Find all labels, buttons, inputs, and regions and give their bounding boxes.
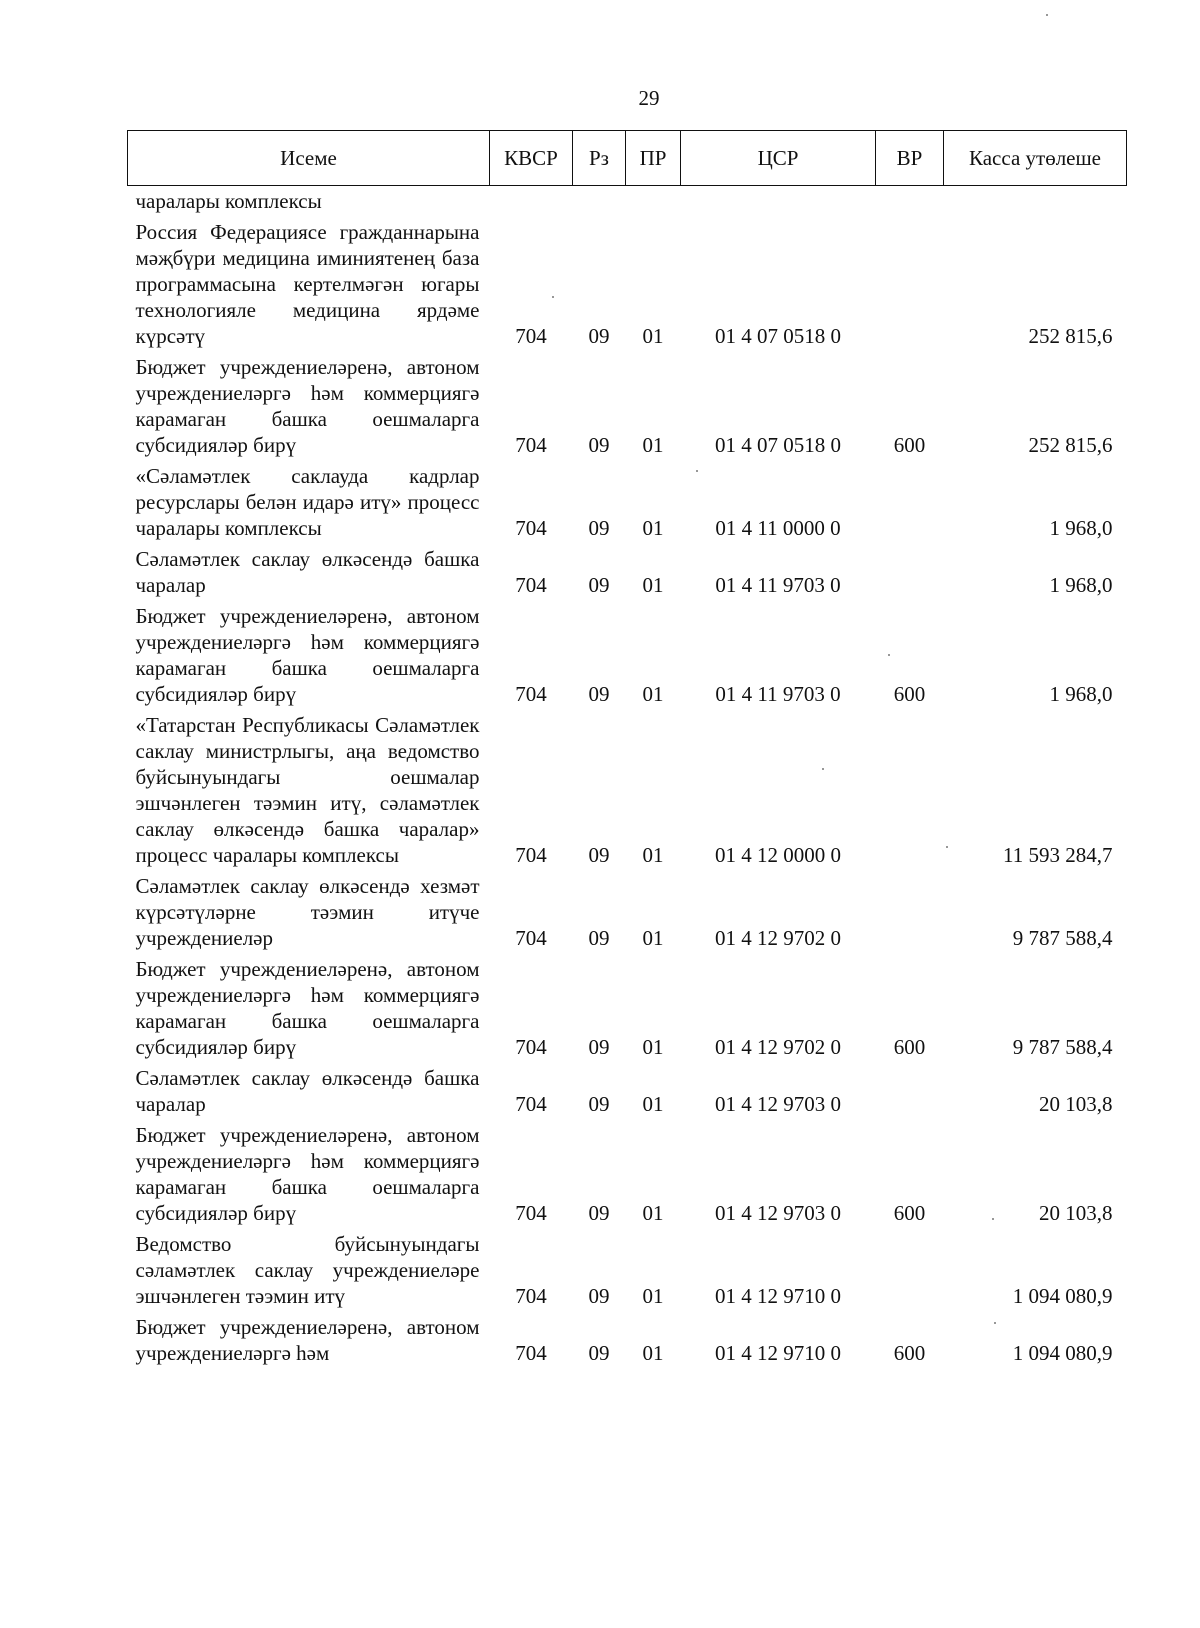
table-row bbox=[128, 871, 1127, 954]
row-kvsr: 704 bbox=[515, 843, 547, 867]
row-rz: 09 bbox=[588, 1341, 610, 1365]
row-cash-payment: 20 103,8 bbox=[1039, 1201, 1113, 1225]
row-kvsr: 704 bbox=[515, 1092, 547, 1116]
row-csr: 01 4 11 0000 0 bbox=[715, 516, 841, 540]
row-csr: 01 4 12 9703 0 bbox=[715, 1201, 841, 1225]
scan-speck bbox=[822, 768, 824, 770]
row-pr: 01 bbox=[642, 1201, 664, 1225]
row-vr bbox=[876, 1229, 944, 1312]
row-name: чаралары комплексы bbox=[135, 189, 322, 213]
row-rz: 09 bbox=[588, 573, 610, 597]
row-vr bbox=[876, 1063, 944, 1120]
table-row bbox=[128, 352, 1127, 461]
row-rz: 09 bbox=[588, 1284, 610, 1308]
row-rz: 09 bbox=[588, 682, 610, 706]
row-vr bbox=[876, 461, 944, 544]
row-pr: 01 bbox=[642, 843, 664, 867]
row-vr: 600 bbox=[893, 682, 926, 706]
row-rz bbox=[573, 186, 626, 218]
row-csr: 01 4 12 9702 0 bbox=[715, 1035, 841, 1059]
row-cash-payment: 1 094 080,9 bbox=[1012, 1284, 1113, 1308]
table-row bbox=[128, 1120, 1127, 1229]
budget-table bbox=[127, 130, 1127, 1369]
header-kvsr: КВСР bbox=[490, 131, 573, 186]
row-vr: 600 bbox=[893, 1341, 926, 1365]
row-cash-payment: 252 815,6 bbox=[1028, 433, 1113, 457]
row-kvsr: 704 bbox=[515, 516, 547, 540]
row-pr: 01 bbox=[642, 682, 664, 706]
row-pr: 01 bbox=[642, 1035, 664, 1059]
scan-speck bbox=[552, 296, 554, 298]
row-csr: 01 4 12 0000 0 bbox=[715, 843, 841, 867]
row-kvsr: 704 bbox=[515, 1201, 547, 1225]
row-vr: 600 bbox=[893, 433, 926, 457]
header-csr: ЦСР bbox=[681, 131, 876, 186]
table-header bbox=[128, 131, 1127, 186]
row-name: Бюджет учреждениеләренә, автоном учреждениеләргә һәм коммерциягә карамаган башка оешмаларга субсидияләр бирү bbox=[135, 604, 480, 706]
row-csr: 01 4 12 9710 0 bbox=[715, 1341, 841, 1365]
row-vr bbox=[876, 871, 944, 954]
table-body bbox=[128, 186, 1127, 1370]
row-pr: 01 bbox=[642, 324, 664, 348]
row-name: «Сәламәтлек саклауда кадрлар ресурслары белән идарә итү» процесс чаралары комплексы bbox=[135, 464, 480, 540]
table-row bbox=[128, 461, 1127, 544]
table-row bbox=[128, 601, 1127, 710]
row-name: Сәламәтлек саклау өлкәсендә башка чаралар bbox=[135, 547, 480, 597]
row-kvsr: 704 bbox=[515, 433, 547, 457]
row-kvsr: 704 bbox=[515, 324, 547, 348]
header-name: Исеме bbox=[128, 131, 490, 186]
row-cash-payment: 9 787 588,4 bbox=[1012, 1035, 1113, 1059]
table-row bbox=[128, 217, 1127, 352]
row-csr bbox=[681, 186, 876, 218]
row-kvsr: 704 bbox=[515, 1284, 547, 1308]
row-rz: 09 bbox=[588, 843, 610, 867]
row-name: Сәламәтлек саклау өлкәсендә хезмәт күрсәтүләрне тәэмин итүче учреждениеләр bbox=[135, 874, 480, 950]
row-pr: 01 bbox=[642, 1284, 664, 1308]
table-row bbox=[128, 1229, 1127, 1312]
row-pr: 01 bbox=[642, 926, 664, 950]
row-kvsr: 704 bbox=[515, 1341, 547, 1365]
row-rz: 09 bbox=[588, 1092, 610, 1116]
header-cash-payment: Касса утөлеше bbox=[944, 131, 1127, 186]
table-row bbox=[128, 954, 1127, 1063]
row-kvsr: 704 bbox=[515, 1035, 547, 1059]
row-kvsr: 704 bbox=[515, 682, 547, 706]
row-cash-payment: 11 593 284,7 bbox=[1003, 843, 1113, 867]
row-cash-payment: 20 103,8 bbox=[1039, 1092, 1113, 1116]
header-vr: ВР bbox=[876, 131, 944, 186]
row-pr: 01 bbox=[642, 433, 664, 457]
row-csr: 01 4 12 9702 0 bbox=[715, 926, 841, 950]
row-name: Россия Федерациясе гражданнарына мәҗбүри медицина иминиятенең база программасына кертелмәгән югары технологияле медицина ярдәме күрсәтү bbox=[135, 220, 480, 348]
row-csr: 01 4 07 0518 0 bbox=[715, 324, 841, 348]
row-csr: 01 4 12 9703 0 bbox=[715, 1092, 841, 1116]
row-csr: 01 4 07 0518 0 bbox=[715, 433, 841, 457]
row-kvsr: 704 bbox=[515, 926, 547, 950]
row-rz: 09 bbox=[588, 324, 610, 348]
page-number: 29 bbox=[638, 86, 660, 110]
table-row bbox=[128, 710, 1127, 871]
row-vr bbox=[876, 710, 944, 871]
row-cash-payment: 1 968,0 bbox=[1049, 682, 1113, 706]
scan-speck bbox=[888, 654, 890, 656]
row-name: Бюджет учреждениеләренә, автоном учреждениеләргә һәм bbox=[135, 1315, 480, 1365]
row-cash-payment bbox=[944, 186, 1127, 218]
row-cash-payment: 1 968,0 bbox=[1049, 516, 1113, 540]
row-name: Сәламәтлек саклау өлкәсендә башка чаралар bbox=[135, 1066, 480, 1116]
row-cash-payment: 9 787 588,4 bbox=[1012, 926, 1113, 950]
row-vr bbox=[876, 217, 944, 352]
row-pr bbox=[626, 186, 681, 218]
scan-speck bbox=[1046, 14, 1048, 16]
table-row bbox=[128, 1063, 1127, 1120]
header-pr: ПР bbox=[626, 131, 681, 186]
table-row bbox=[128, 186, 1127, 218]
table-row bbox=[128, 544, 1127, 601]
budget-table-container bbox=[127, 130, 1126, 1369]
row-vr: 600 bbox=[893, 1201, 926, 1225]
row-rz: 09 bbox=[588, 516, 610, 540]
scan-speck bbox=[946, 846, 948, 848]
row-csr: 01 4 11 9703 0 bbox=[715, 682, 841, 706]
row-rz: 09 bbox=[588, 1201, 610, 1225]
row-cash-payment: 1 968,0 bbox=[1049, 573, 1113, 597]
row-vr bbox=[876, 544, 944, 601]
row-name: Ведомство буйсынуындагы сәламәтлек саклау учреждениеләре эшчәнлеген тәэмин итү bbox=[135, 1232, 480, 1308]
row-rz: 09 bbox=[588, 926, 610, 950]
row-csr: 01 4 12 9710 0 bbox=[715, 1284, 841, 1308]
row-cash-payment: 252 815,6 bbox=[1028, 324, 1113, 348]
row-rz: 09 bbox=[588, 433, 610, 457]
table-row bbox=[128, 1312, 1127, 1369]
row-name: Бюджет учреждениеләренә, автоном учреждениеләргә һәм коммерциягә карамаган башка оешмаларга субсидияләр бирү bbox=[135, 355, 480, 457]
row-cash-payment: 1 094 080,9 bbox=[1012, 1341, 1113, 1365]
row-name: Бюджет учреждениеләренә, автоном учреждениеләргә һәм коммерциягә карамаган башка оешмаларга субсидияләр бирү bbox=[135, 957, 480, 1059]
row-kvsr bbox=[490, 186, 573, 218]
row-vr bbox=[876, 186, 944, 218]
row-csr: 01 4 11 9703 0 bbox=[715, 573, 841, 597]
row-name: Бюджет учреждениеләренә, автоном учреждениеләргә һәм коммерциягә карамаган башка оешмаларга субсидияләр бирү bbox=[135, 1123, 480, 1225]
row-rz: 09 bbox=[588, 1035, 610, 1059]
row-pr: 01 bbox=[642, 573, 664, 597]
scan-speck bbox=[992, 1218, 994, 1220]
row-kvsr: 704 bbox=[515, 573, 547, 597]
row-pr: 01 bbox=[642, 1092, 664, 1116]
row-vr: 600 bbox=[893, 1035, 926, 1059]
scan-speck bbox=[994, 1322, 996, 1324]
row-name: «Татарстан Республикасы Сәламәтлек саклау министрлыгы, аңа ведомство буйсынуындагы оешмалар эшчәнлеген тәэмин итү, сәламәтлек саклау өлкәсендә башка чаралар» процесс чаралары комплексы bbox=[135, 713, 480, 867]
scan-speck bbox=[696, 470, 698, 472]
header-rz: Рз bbox=[573, 131, 626, 186]
row-pr: 01 bbox=[642, 516, 664, 540]
row-pr: 01 bbox=[642, 1341, 664, 1365]
